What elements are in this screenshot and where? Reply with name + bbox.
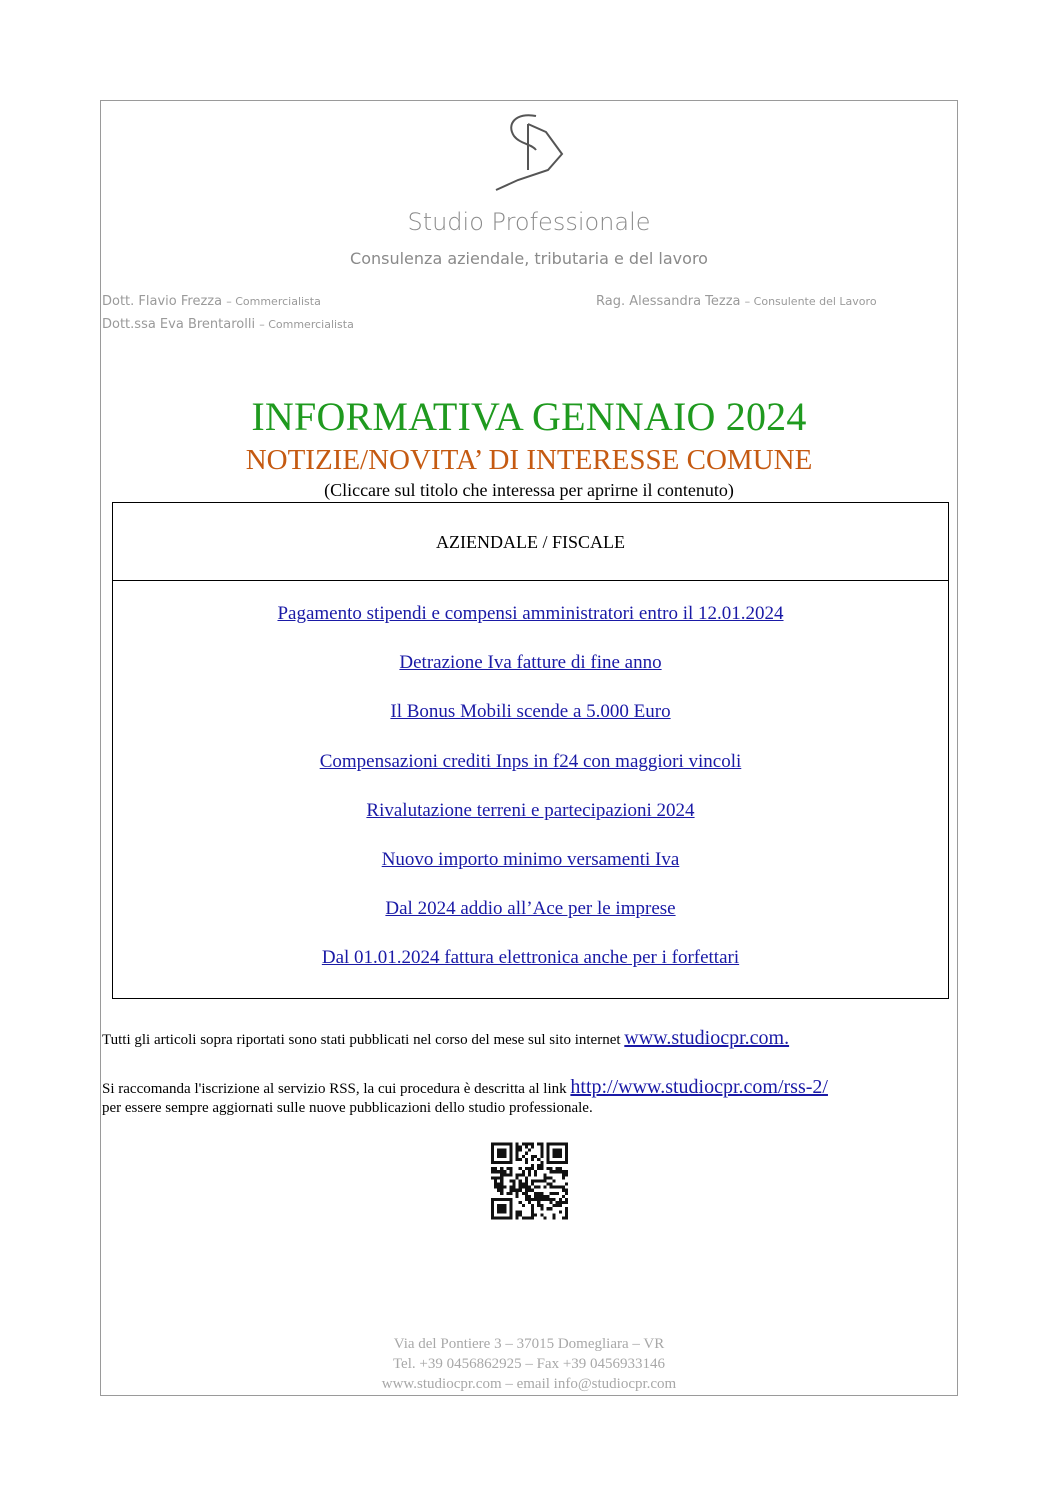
list-item	[113, 800, 948, 849]
list-item	[113, 947, 948, 996]
article-link[interactable]: Dal 2024 addio all’Ace per le imprese	[385, 898, 676, 920]
rss-note	[102, 1076, 957, 1099]
staff-name: Dott. Flavio Frezza	[102, 294, 223, 309]
article-link[interactable]: Pagamento stipendi e compensi amministratori entro il 12.01.2024	[277, 603, 784, 624]
article-list	[113, 603, 948, 997]
published-note	[102, 1027, 789, 1050]
site-link[interactable]: www.studiocpr.com.	[624, 1027, 790, 1049]
qr-code-icon[interactable]	[491, 1140, 568, 1222]
footer-phone: Tel. +39 0456862925 – Fax +39 0456933146	[392, 1356, 666, 1372]
list-item	[113, 751, 948, 800]
rss-link[interactable]: http://www.studiocpr.com/rss-2/	[570, 1076, 828, 1098]
article-link[interactable]: Detrazione Iva fatture di fine anno	[399, 652, 662, 674]
list-item	[113, 652, 948, 701]
page-subtitle: NOTIZIE/NOVITA’ DI INTERESSE COMUNE	[245, 444, 813, 476]
studio-subtitle: Consulenza aziendale, tributaria e del lavoro	[350, 249, 708, 268]
articles-table	[112, 502, 949, 999]
staff-role: – Commercialista	[259, 318, 354, 331]
staff-name: Rag. Alessandra Tezza	[596, 294, 741, 309]
article-link[interactable]: Dal 01.01.2024 fattura elettronica anche per i forfettari	[321, 947, 740, 969]
list-item	[113, 701, 948, 750]
article-link[interactable]: Il Bonus Mobili scende a 5.000 Euro	[390, 701, 671, 723]
footer-web: www.studiocpr.com – email info@studiocpr.com	[381, 1376, 677, 1392]
click-hint: (Cliccare sul titolo che interessa per aprirne il contenuto)	[324, 480, 734, 500]
section-header: AZIENDALE / FISCALE	[113, 503, 948, 581]
article-link[interactable]: Rivalutazione terreni e partecipazioni 2024	[366, 799, 695, 821]
list-item	[113, 603, 948, 652]
list-item	[113, 849, 948, 898]
published-text: Tutti gli articoli sopra riportati sono stati pubblicati nel corso del mese sul sito internet	[102, 1032, 621, 1048]
article-link[interactable]: Compensazioni crediti Inps in f24 con maggiori vincoli	[319, 750, 742, 772]
page-title: INFORMATIVA GENNAIO 2024	[251, 394, 807, 439]
list-item	[113, 898, 948, 947]
article-link[interactable]: Nuovo importo minimo versamenti Iva	[381, 848, 680, 870]
rss-text: Si raccomanda l'iscrizione al servizio RSS, la cui procedura è descritta al link	[102, 1081, 567, 1097]
staff-member	[596, 294, 877, 309]
footer-address: Via del Pontiere 3 – 37015 Domegliara – VR	[393, 1336, 665, 1352]
studio-logo-icon	[488, 110, 578, 202]
staff-member	[102, 294, 321, 309]
rss-note-continued: per essere sempre aggiornati sulle nuove pubblicazioni dello studio professionale.	[102, 1100, 593, 1116]
studio-name: Studio Professionale	[407, 208, 651, 236]
staff-member	[102, 317, 354, 332]
staff-role: – Consulente del Lavoro	[744, 295, 877, 308]
staff-role: – Commercialista	[226, 295, 321, 308]
staff-name: Dott.ssa Eva Brentarolli	[102, 317, 256, 332]
